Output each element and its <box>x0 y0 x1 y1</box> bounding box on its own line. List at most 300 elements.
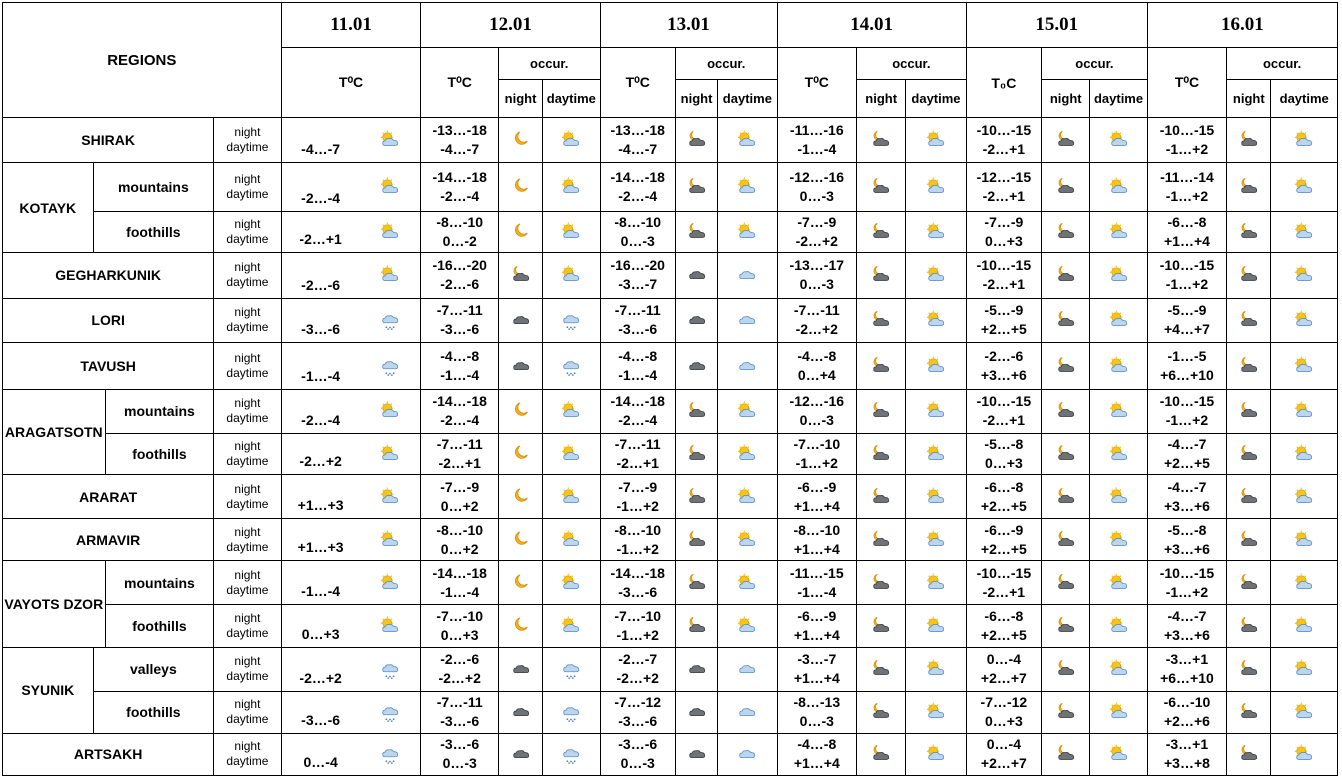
temperature-cell <box>600 647 675 691</box>
weather-icon-cell <box>498 212 542 253</box>
moon-cloud-icon <box>1238 574 1260 591</box>
subregion-name: foothills <box>105 605 214 647</box>
dark-cloud-icon <box>686 746 708 763</box>
period-labels <box>214 733 281 775</box>
weather-icon-cell <box>1090 298 1147 342</box>
sun-cloud-icon <box>925 357 947 374</box>
sun-cloud-icon <box>1108 746 1130 763</box>
temperature-cell <box>777 298 856 342</box>
night-header: night <box>675 80 717 118</box>
sun-cloud-icon <box>925 131 947 148</box>
weather-icon-cell <box>718 389 777 433</box>
night-temperature: -6…-8 <box>1167 214 1207 231</box>
moon-cloud-icon <box>1055 357 1077 374</box>
temperature-cell <box>281 298 421 342</box>
sun-cloud-icon <box>1293 224 1315 241</box>
temperature-cell <box>777 733 856 775</box>
snow-cloud-icon <box>364 744 416 764</box>
weather-icon-cell <box>857 163 906 212</box>
temperature-header: T⁰C <box>421 48 498 118</box>
temperature-cell <box>1147 475 1226 519</box>
temperature: -2…+2 <box>299 453 342 470</box>
weather-icon-cell <box>906 118 966 163</box>
weather-icon-cell <box>718 342 777 389</box>
weather-icon-cell <box>543 389 600 433</box>
sun-cloud-icon <box>925 660 947 677</box>
daytime-label: daytime <box>226 187 269 202</box>
weather-icon-cell <box>543 212 600 253</box>
night-temperature: -7…-12 <box>980 694 1028 711</box>
night-label: night <box>234 172 261 187</box>
occurrence-header: occur. <box>675 48 777 80</box>
weather-icon-cell <box>498 691 542 733</box>
night-temperature: -8…-10 <box>436 214 484 231</box>
daytime-temperature: -1…-4 <box>618 366 658 383</box>
temperature-cell <box>966 605 1041 647</box>
temperature-cell <box>421 691 498 733</box>
temperature-cell <box>777 342 856 389</box>
temperature-cell <box>281 212 421 253</box>
region-name: KOTAYK <box>3 163 94 253</box>
daytime-temperature: -2…-4 <box>440 188 480 205</box>
night-temperature: -7…-11 <box>614 435 661 452</box>
moon-cloud-icon <box>1238 703 1260 720</box>
temperature-cell <box>421 342 498 389</box>
temperature-cell <box>281 691 421 733</box>
sun-cloud-icon <box>736 574 758 591</box>
night-label: night <box>234 524 261 539</box>
region-name: VAYOTS DZOR <box>3 561 106 647</box>
weather-icon-cell <box>906 163 966 212</box>
moon-cloud-icon <box>686 574 708 591</box>
weather-icon-cell <box>718 118 777 163</box>
daytime-temperature: -2…-4 <box>618 412 658 429</box>
moon-cloud-icon <box>870 660 892 677</box>
weather-icon-cell <box>1271 519 1338 561</box>
weather-icon-cell <box>1271 342 1338 389</box>
sun-cloud-icon <box>925 531 947 548</box>
region-row <box>3 475 1338 519</box>
daytime-temperature: 0…+2 <box>440 540 479 557</box>
period-labels <box>214 561 281 605</box>
sun-cloud-icon <box>560 488 582 505</box>
dark-cloud-icon <box>510 311 532 328</box>
night-temperature: -7…-11 <box>614 302 661 319</box>
temperature-header: T⁰C <box>281 48 421 118</box>
temperature-cell <box>600 733 675 775</box>
region-name: SHIRAK <box>3 118 214 163</box>
sun-cloud-icon <box>925 224 947 241</box>
sun-cloud-icon <box>560 267 582 284</box>
region-row <box>3 605 1338 647</box>
temperature-cell <box>1147 605 1226 647</box>
temperature-cell <box>1147 253 1226 298</box>
weather-icon-cell <box>675 691 717 733</box>
weather-icon-cell <box>1042 298 1090 342</box>
moon-cloud-icon <box>1238 311 1260 328</box>
temperature-cell <box>1147 733 1226 775</box>
sun-cloud-icon <box>1108 403 1130 420</box>
moon-cloud-icon <box>1055 403 1077 420</box>
daytime-label: daytime <box>226 320 269 335</box>
temperature-cell <box>421 118 498 163</box>
daytime-temperature: +2…+5 <box>980 626 1027 643</box>
weather-icon-cell <box>543 647 600 691</box>
subregion-name: mountains <box>105 561 214 605</box>
moon-cloud-icon <box>1055 574 1077 591</box>
weather-icon-cell <box>718 475 777 519</box>
moon-cloud-icon <box>1055 445 1077 462</box>
date-header: 11.01 <box>281 3 421 48</box>
temperature-cell <box>421 605 498 647</box>
night-temperature: -4…-7 <box>1167 478 1207 495</box>
snow-cloud-icon <box>560 311 582 328</box>
weather-icon-cell <box>498 298 542 342</box>
moon-icon <box>510 178 532 195</box>
weather-icon-cell <box>857 212 906 253</box>
daytime-temperature: +3…+6 <box>980 366 1027 383</box>
weather-icon-cell <box>857 605 906 647</box>
daytime-temperature: -2…+2 <box>616 670 659 687</box>
period-labels <box>214 389 281 433</box>
night-temperature: -4…-7 <box>1167 607 1207 624</box>
daytime-temperature: -1…-4 <box>797 141 837 158</box>
temperature-cell <box>1147 212 1226 253</box>
sun-cloud-icon <box>560 574 582 591</box>
night-label: night <box>234 654 261 669</box>
daytime-temperature: +1…+4 <box>793 755 840 772</box>
daytime-temperature: -3…-7 <box>618 276 658 293</box>
region-row <box>3 118 1338 163</box>
subregion-name: mountains <box>93 163 214 212</box>
moon-cloud-icon <box>686 488 708 505</box>
sun-cloud-icon <box>1293 660 1315 677</box>
moon-cloud-icon <box>686 224 708 241</box>
temperature-cell <box>966 253 1041 298</box>
region-name: ARARAT <box>3 475 214 519</box>
weather-icon-cell <box>718 647 777 691</box>
night-temperature: -6…-10 <box>1163 694 1211 711</box>
night-temperature: -8…-13 <box>793 694 841 711</box>
region-name: GEGHARKUNIK <box>3 253 214 298</box>
moon-cloud-icon <box>510 267 532 284</box>
weather-icon-cell <box>906 253 966 298</box>
daytime-header: daytime <box>906 80 966 118</box>
sun-cloud-icon <box>1293 357 1315 374</box>
daytime-label: daytime <box>226 411 269 426</box>
date-header: 14.01 <box>777 3 966 48</box>
weather-icon-cell <box>543 342 600 389</box>
weather-icon-cell <box>1271 691 1338 733</box>
temperature-cell <box>600 342 675 389</box>
weather-icon-cell <box>675 561 717 605</box>
weather-icon-cell <box>543 733 600 775</box>
region-row <box>3 163 1338 212</box>
daytime-temperature: -2…-4 <box>440 412 480 429</box>
occurrence-header: occur. <box>1227 48 1338 80</box>
moon-cloud-icon <box>870 311 892 328</box>
snow-cloud-icon <box>364 356 416 376</box>
night-temperature: -5…-8 <box>1167 521 1207 538</box>
night-temperature: -10…-15 <box>1159 257 1215 274</box>
moon-cloud-icon <box>1055 224 1077 241</box>
daytime-temperature: +1…+4 <box>793 670 840 687</box>
weather-icon-cell <box>1042 253 1090 298</box>
night-temperature: -14…-18 <box>610 393 665 410</box>
dark-cloud-icon <box>510 703 532 720</box>
region-row <box>3 691 1338 733</box>
night-label: night <box>234 697 261 712</box>
temperature-cell <box>777 691 856 733</box>
daytime-temperature: -2…+1 <box>982 276 1026 293</box>
sun-cloud-icon <box>736 403 758 420</box>
moon-cloud-icon <box>870 531 892 548</box>
night-temperature: -7…-11 <box>436 694 483 711</box>
temperature-cell <box>421 519 498 561</box>
weather-icon-cell <box>1042 691 1090 733</box>
weather-icon-cell <box>718 733 777 775</box>
weather-icon-cell <box>906 519 966 561</box>
dark-cloud-icon <box>510 357 532 374</box>
temperature: -1…-4 <box>301 583 341 600</box>
sun-cloud-icon <box>1108 703 1130 720</box>
daytime-temperature: -3…-6 <box>440 713 480 730</box>
weather-icon-cell <box>1227 298 1271 342</box>
moon-cloud-icon <box>870 617 892 634</box>
night-temperature: -8…-10 <box>793 521 841 538</box>
sun-cloud-icon <box>1108 617 1130 634</box>
daytime-temperature: -2…-6 <box>440 276 480 293</box>
night-temperature: -14…-18 <box>432 393 487 410</box>
night-temperature: -3…+1 <box>1165 736 1209 753</box>
temperature-cell <box>777 118 856 163</box>
temperature-cell <box>777 605 856 647</box>
moon-cloud-icon <box>1055 488 1077 505</box>
daytime-label: daytime <box>226 582 269 597</box>
region-row <box>3 733 1338 775</box>
daytime-header: daytime <box>1271 80 1338 118</box>
night-temperature: -3…+1 <box>1165 651 1209 668</box>
daytime-temperature: -2…+1 <box>982 188 1026 205</box>
night-temperature: -7…-9 <box>440 478 480 495</box>
sun-cloud-icon <box>364 130 416 150</box>
night-temperature: -8…-10 <box>436 521 484 538</box>
night-temperature: -7…-12 <box>614 694 662 711</box>
temperature-cell <box>966 733 1041 775</box>
daytime-temperature: +3…+6 <box>1163 626 1210 643</box>
moon-cloud-icon <box>1055 703 1077 720</box>
sun-cloud-icon <box>1293 488 1315 505</box>
period-labels <box>214 342 281 389</box>
daytime-temperature: -1…+2 <box>1165 412 1209 429</box>
moon-cloud-icon <box>1055 660 1077 677</box>
night-temperature: -6…-8 <box>984 607 1024 624</box>
daytime-label: daytime <box>226 754 269 769</box>
sun-cloud-icon <box>925 267 947 284</box>
daytime-header: daytime <box>1090 80 1147 118</box>
dark-cloud-icon <box>686 311 708 328</box>
weather-icon-cell <box>906 605 966 647</box>
sun-cloud-icon <box>1293 311 1315 328</box>
dark-cloud-icon <box>686 267 708 284</box>
temperature-cell <box>966 389 1041 433</box>
weather-icon-cell <box>675 298 717 342</box>
daytime-temperature: +2…+6 <box>1163 713 1210 730</box>
temperature-header: T₀C <box>966 48 1041 118</box>
weather-icon-cell <box>1227 389 1271 433</box>
night-label: night <box>234 125 261 140</box>
temperature-cell <box>777 433 856 474</box>
temperature: +1…+3 <box>297 497 344 514</box>
weather-icon-cell <box>498 519 542 561</box>
daytime-temperature: 0…-3 <box>620 233 655 250</box>
temperature-cell <box>1147 647 1226 691</box>
daytime-temperature: 0…+3 <box>440 626 479 643</box>
weather-icon-cell <box>543 298 600 342</box>
weather-icon-cell <box>543 253 600 298</box>
night-temperature: -14…-18 <box>432 564 487 581</box>
weather-icon-cell <box>1271 212 1338 253</box>
weather-icon-cell <box>1042 389 1090 433</box>
temperature-cell <box>421 475 498 519</box>
snow-cloud-icon <box>364 702 416 722</box>
temperature-cell <box>281 475 421 519</box>
night-temperature: -13…-18 <box>610 122 665 139</box>
region-row <box>3 433 1338 474</box>
weather-icon-cell <box>498 647 542 691</box>
snow-cloud-icon <box>560 357 582 374</box>
daytime-label: daytime <box>226 669 269 684</box>
temperature-cell <box>600 118 675 163</box>
daytime-temperature: -1…-4 <box>797 583 837 600</box>
weather-icon-cell <box>498 733 542 775</box>
weather-icon-cell <box>718 253 777 298</box>
moon-cloud-icon <box>1055 178 1077 195</box>
sun-cloud-icon <box>364 177 416 197</box>
moon-cloud-icon <box>870 178 892 195</box>
temperature-cell <box>1147 691 1226 733</box>
weather-icon-cell <box>857 342 906 389</box>
daytime-temperature: -1…+2 <box>795 454 838 471</box>
daytime-label: daytime <box>226 539 269 554</box>
temperature-cell <box>1147 433 1226 474</box>
temperature-cell <box>421 389 498 433</box>
sun-cloud-icon <box>1108 488 1130 505</box>
night-temperature: 0…-4 <box>986 651 1021 668</box>
daytime-temperature: -1…-4 <box>440 583 480 600</box>
moon-cloud-icon <box>686 531 708 548</box>
region-name: ARTSAKH <box>3 733 214 775</box>
temperature: -2…+1 <box>299 231 342 248</box>
sun-cloud-icon <box>364 616 416 636</box>
weather-icon-cell <box>498 163 542 212</box>
night-temperature: -8…-10 <box>614 214 662 231</box>
night-temperature: -11…-14 <box>1160 169 1214 186</box>
snow-cloud-icon <box>364 659 416 679</box>
temperature-cell <box>281 605 421 647</box>
sun-cloud-icon <box>925 574 947 591</box>
daytime-temperature: 0…+4 <box>797 366 836 383</box>
temperature: 0…-4 <box>303 754 338 770</box>
sun-cloud-icon <box>736 445 758 462</box>
weather-icon-cell <box>1227 163 1271 212</box>
sun-cloud-icon <box>925 746 947 763</box>
weather-icon-cell <box>1271 433 1338 474</box>
weather-icon-cell <box>857 691 906 733</box>
moon-cloud-icon <box>870 357 892 374</box>
moon-icon <box>510 224 532 241</box>
daytime-temperature: +2…+5 <box>980 540 1027 557</box>
daytime-temperature: 0…-3 <box>799 713 834 730</box>
sun-cloud-icon <box>1293 178 1315 195</box>
sun-cloud-icon <box>925 178 947 195</box>
weather-icon-cell <box>1042 212 1090 253</box>
weather-icon-cell <box>1042 433 1090 474</box>
moon-cloud-icon <box>1055 311 1077 328</box>
daytime-temperature: +1…+4 <box>793 626 840 643</box>
night-temperature: -4…-8 <box>440 347 480 364</box>
daytime-temperature: 0…-3 <box>442 755 477 772</box>
temperature-header: T⁰C <box>600 48 675 118</box>
weather-icon-cell <box>1271 647 1338 691</box>
night-temperature: 0…-4 <box>986 736 1021 753</box>
weather-icon-cell <box>1227 733 1271 775</box>
weather-icon-cell <box>1090 647 1147 691</box>
sun-cloud-icon <box>1293 131 1315 148</box>
moon-cloud-icon <box>1238 488 1260 505</box>
night-temperature: -14…-18 <box>610 564 665 581</box>
temperature-cell <box>421 253 498 298</box>
daytime-temperature: +6…+10 <box>1160 366 1214 383</box>
weather-icon-cell <box>906 691 966 733</box>
sun-cloud-icon <box>736 131 758 148</box>
weather-icon-cell <box>857 433 906 474</box>
moon-cloud-icon <box>1238 531 1260 548</box>
weather-icon-cell <box>675 605 717 647</box>
region-name: ARAGATSOTN <box>3 389 106 474</box>
weather-icon-cell <box>906 389 966 433</box>
weather-icon-cell <box>498 389 542 433</box>
weather-icon-cell <box>718 691 777 733</box>
night-temperature: -10…-15 <box>1159 564 1215 581</box>
sun-cloud-icon <box>1293 746 1315 763</box>
region-name: ARMAVIR <box>3 519 214 561</box>
sun-cloud-icon <box>1293 445 1315 462</box>
weather-icon-cell <box>498 253 542 298</box>
moon-cloud-icon <box>1238 224 1260 241</box>
night-temperature: -10…-15 <box>976 257 1032 274</box>
occurrence-header: occur. <box>498 48 600 80</box>
moon-icon <box>510 574 532 591</box>
sun-cloud-icon <box>1108 178 1130 195</box>
daytime-temperature: -1…-4 <box>440 366 480 383</box>
weather-icon-cell <box>1090 342 1147 389</box>
moon-icon <box>510 403 532 420</box>
temperature-cell <box>966 433 1041 474</box>
weather-icon-cell <box>675 647 717 691</box>
daytime-temperature: -2…+2 <box>795 321 838 338</box>
moon-cloud-icon <box>1238 746 1260 763</box>
daytime-temperature: -3…-6 <box>618 713 658 730</box>
moon-icon <box>510 131 532 148</box>
weather-icon-cell <box>1271 733 1338 775</box>
weather-icon-cell <box>1090 519 1147 561</box>
snow-cloud-icon <box>560 703 582 720</box>
moon-cloud-icon <box>1055 267 1077 284</box>
night-header: night <box>1042 80 1090 118</box>
daytime-temperature: -1…+2 <box>1165 141 1209 158</box>
temperature-cell <box>600 691 675 733</box>
